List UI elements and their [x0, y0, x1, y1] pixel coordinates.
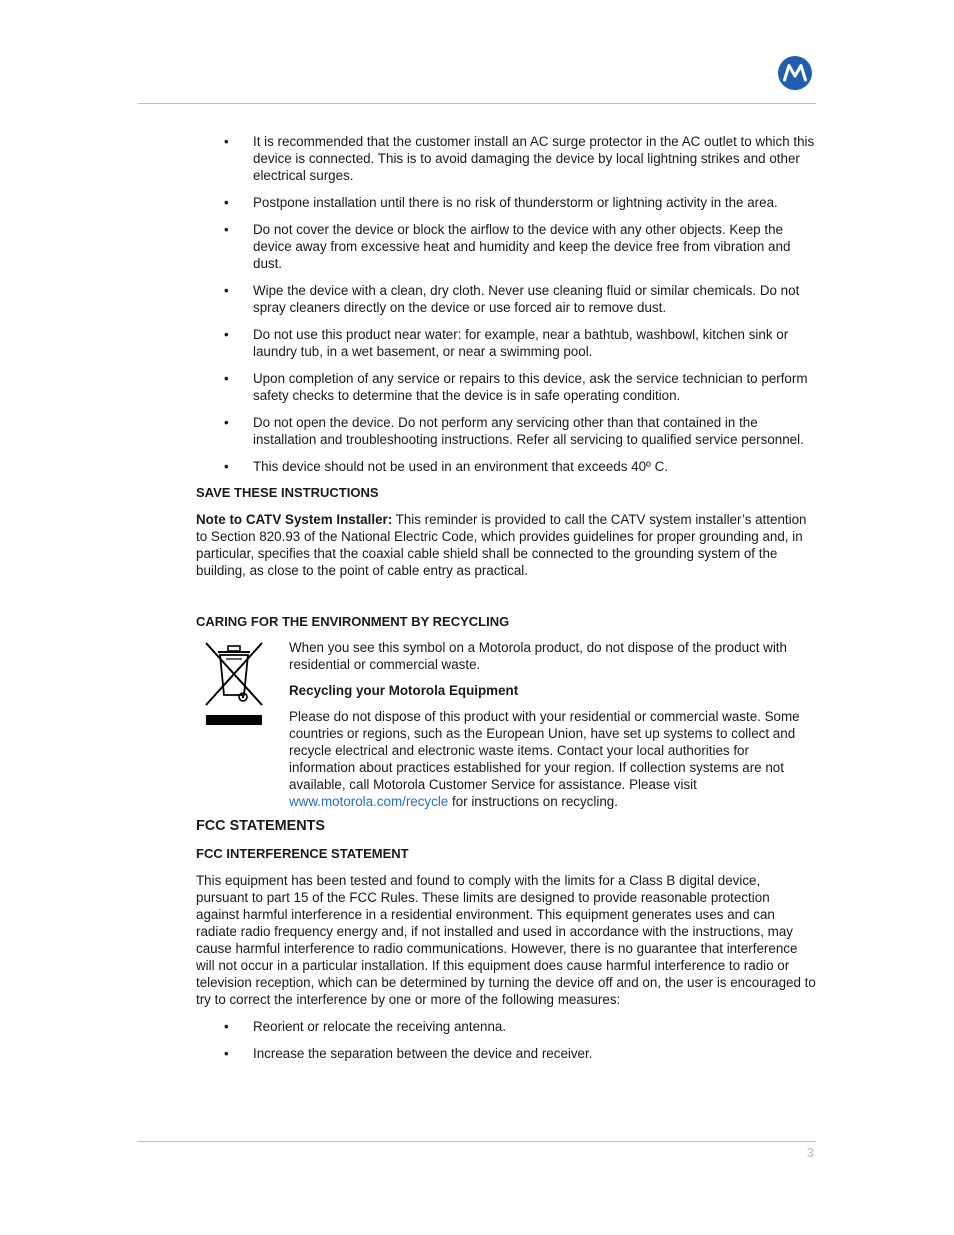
list-item: • This device should not be used in an environment that exceeds 40º C.: [196, 458, 816, 475]
list-item: • Reorient or relocate the receiving antenna.: [196, 1018, 816, 1035]
save-instructions-heading: SAVE THESE INSTRUCTIONS: [196, 485, 379, 500]
catv-installer-note: [196, 511, 816, 579]
footer-rule: [138, 1141, 816, 1142]
weee-crossed-bin-icon: [202, 639, 266, 727]
recycling-text: [289, 639, 816, 810]
list-item: • Wipe the device with a clean, dry cloth. Never use cleaning fluid or similar chemicals. Do not spray cleaners directly on the device or use forced air to remove dust.: [196, 282, 816, 316]
recycling-intro: When you see this symbol on a Motorola product, do not dispose of the product with residential or commercial waste.: [289, 640, 787, 672]
safety-bullet-list: [196, 133, 816, 475]
recycle-link[interactable]: www.motorola.com/recycle: [289, 794, 449, 809]
list-item: • Increase the separation between the device and receiver.: [196, 1045, 816, 1062]
page-number: 3: [806, 1145, 814, 1160]
list-item: • Do not cover the device or block the airflow to the device with any other objects. Keep the device away from excessive heat and humidity and keep the device free from vibration and dust.: [196, 221, 816, 272]
fcc-interference-heading: FCC INTERFERENCE STATEMENT: [196, 846, 409, 861]
list-item: • Do not open the device. Do not perform any servicing other than that contained in the installation and troubleshooting instructions. Refer all servicing to qualified service personnel.: [196, 414, 816, 448]
note-text: This reminder is provided to call the CATV system installer’s attention to Section 820.93 of the National Electric Code, which provides guidelines for proper grounding and, in particular, specifies that the coaxial cable shield shall be connected to the grounding system of the building, as close to the point of cable entry as practical.: [196, 512, 807, 578]
list-item: • Do not use this product near water: for example, near a bathtub, washbowl, kitchen sink or laundry tub, in a wet basement, or near a swimming pool.: [196, 326, 816, 360]
recycling-body: [289, 708, 816, 810]
list-item: • Upon completion of any service or repairs to this device, ask the service technician to perform safety checks to determine that the device is in safe operating condition.: [196, 370, 816, 404]
fcc-statements-heading: FCC STATEMENTS: [196, 818, 325, 834]
recycling-subheading: Recycling your Motorola Equipment: [289, 683, 519, 698]
recycling-body-text: Please do not dispose of this product with your residential or commercial waste. Some countries or regions, such as the European Union, have set up systems to collect and recycle electrical and electronic waste items. Contact your local authorities for information about practices established for your region. If collection systems are not available, call Motorola Customer Service for assistance. Please visit: [289, 709, 800, 792]
recycling-body-tail: for instructions on recycling.: [448, 794, 618, 809]
note-label: Note to CATV System Installer:: [196, 512, 393, 527]
recycling-section: [196, 639, 816, 810]
header-rule: [138, 103, 816, 104]
list-item: • Postpone installation until there is no risk of thunderstorm or lightning activity in the area.: [196, 194, 816, 211]
fcc-interference-paragraph: This equipment has been tested and found to comply with the limits for a Class B digital device, pursuant to part 15 of the FCC Rules. These limits are designed to provide reasonable protection against harmful interference in a residential environment. This equipment generates uses and can radiate radio frequency energy and, if not installed and used in accordance with the instructions, may cause harmful interference to radio communications. However, there is no guarantee that interference will not occur in a particular installation. If this equipment does cause harmful interference to radio or television reception, which can be determined by turning the device off and on, the user is encouraged to try to correct the interference by one or more of the following measures:: [196, 873, 816, 1007]
motorola-logo: [778, 56, 812, 90]
page-content: [196, 133, 816, 1062]
list-item: • It is recommended that the customer install an AC surge protector in the AC outlet to which this device is connected. This is to avoid damaging the device by local lightning strikes and other electrical surges.: [196, 133, 816, 184]
fcc-measures-list: [196, 1018, 816, 1062]
recycling-heading: CARING FOR THE ENVIRONMENT BY RECYCLING: [196, 614, 510, 629]
